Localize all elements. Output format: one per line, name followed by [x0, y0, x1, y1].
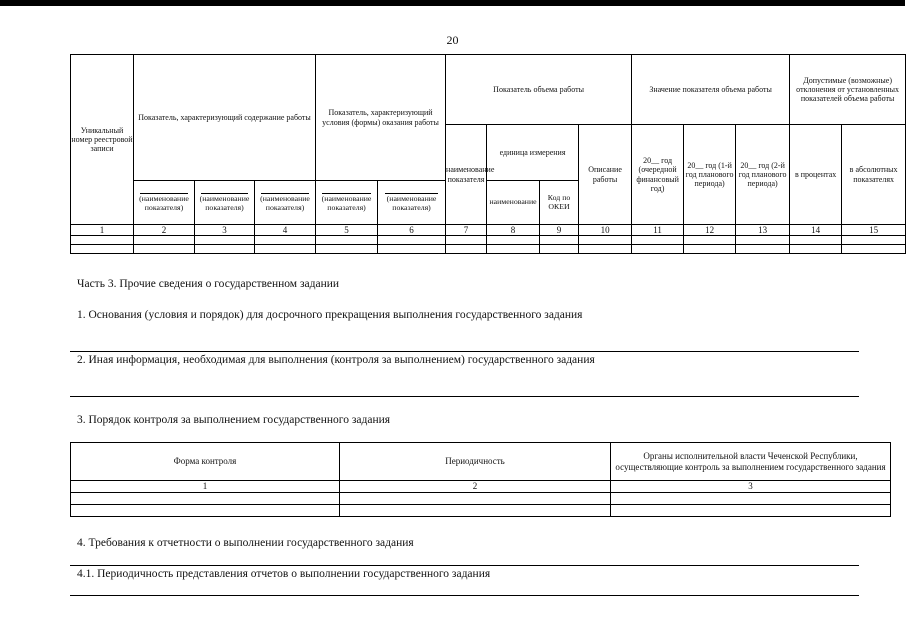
- column-number: 12: [684, 225, 736, 236]
- table-row: [71, 236, 906, 245]
- column-number: 3: [611, 481, 891, 493]
- header-indicator-name: наименование показателя: [446, 125, 487, 225]
- column-number: 4: [255, 225, 316, 236]
- work-volume-table: [70, 54, 906, 254]
- table-row: [71, 504, 891, 516]
- header-unit: единица измерения: [487, 125, 579, 181]
- header-authorities: Органы исполнительной власти Чеченской Республики, осуществляющие контроль за выполнением государственного задания: [611, 443, 891, 481]
- column-number: 6: [378, 225, 446, 236]
- column-number: 8: [487, 225, 540, 236]
- fill-line: [70, 351, 859, 352]
- column-number: 9: [540, 225, 579, 236]
- header-okei-code: Код по ОКЕИ: [540, 181, 579, 225]
- header-periodicity: Периодичность: [340, 443, 611, 481]
- column-number: 11: [632, 225, 684, 236]
- header-conditions-indicator: Показатель, характеризующий условия (формы) оказания работы: [316, 55, 446, 181]
- item4-1-text: 4.1. Периодичность представления отчетов о выполнении государственного задания: [77, 568, 491, 580]
- fill-line: [70, 565, 859, 566]
- column-number: 2: [134, 225, 195, 236]
- column-numbers-row: [71, 225, 906, 236]
- header-name-sub: (наименование показателя): [378, 181, 446, 225]
- header-unique-number: Уникальный номер реестровой записи: [71, 55, 134, 225]
- column-number: 5: [316, 225, 378, 236]
- header-unit-name: наименование: [487, 181, 540, 225]
- item1-text: 1. Основания (условия и порядок) для досрочного прекращения выполнения государственного задания: [77, 309, 583, 321]
- table-row: [71, 245, 906, 254]
- control-table: [70, 442, 891, 517]
- table-row: [71, 492, 891, 504]
- column-number: 14: [790, 225, 842, 236]
- header-control-form: Форма контроля: [71, 443, 340, 481]
- header-name-sub: (наименование показателя): [255, 181, 316, 225]
- header-year-current: 20__ год (очередной финансовый год): [632, 125, 684, 225]
- header-work-description: Описание работы: [579, 125, 632, 225]
- column-number: 10: [579, 225, 632, 236]
- header-in-percent: в процентах: [790, 125, 842, 225]
- header-volume-indicator: Показатель объема работы: [446, 55, 632, 125]
- header-volume-value: Значение показателя объема работы: [632, 55, 790, 125]
- item2-text: 2. Иная информация, необходимая для выполнения (контроля за выполнением) государственного задания: [77, 354, 595, 366]
- header-name-sub: (наименование показателя): [134, 181, 195, 225]
- item4-text: 4. Требования к отчетности о выполнении государственного задания: [77, 537, 414, 549]
- column-number: 15: [842, 225, 906, 236]
- column-number: 13: [736, 225, 790, 236]
- header-in-absolute: в абсолютных показателях: [842, 125, 906, 225]
- column-number: 3: [195, 225, 255, 236]
- column-number: 7: [446, 225, 487, 236]
- header-deviations: Допустимые (возможные) отклонения от установленных показателей объема работы: [790, 55, 906, 125]
- page-number: 20: [446, 33, 459, 47]
- column-number: 1: [71, 225, 134, 236]
- fill-line: [70, 595, 859, 596]
- header-year-plan1: 20__ год (1-й год планового периода): [684, 125, 736, 225]
- header-name-sub: (наименование показателя): [195, 181, 255, 225]
- part3-title: Часть 3. Прочие сведения о государственном задании: [77, 278, 340, 290]
- header-content-indicator: Показатель, характеризующий содержание работы: [134, 55, 316, 181]
- fill-line: [70, 396, 859, 397]
- header-year-plan2: 20__ год (2-й год планового периода): [736, 125, 790, 225]
- column-number: 2: [340, 481, 611, 493]
- header-name-sub: (наименование показателя): [316, 181, 378, 225]
- item3-text: 3. Порядок контроля за выполнением государственного задания: [77, 414, 391, 426]
- column-number: 1: [71, 481, 340, 493]
- top-border: [0, 0, 905, 6]
